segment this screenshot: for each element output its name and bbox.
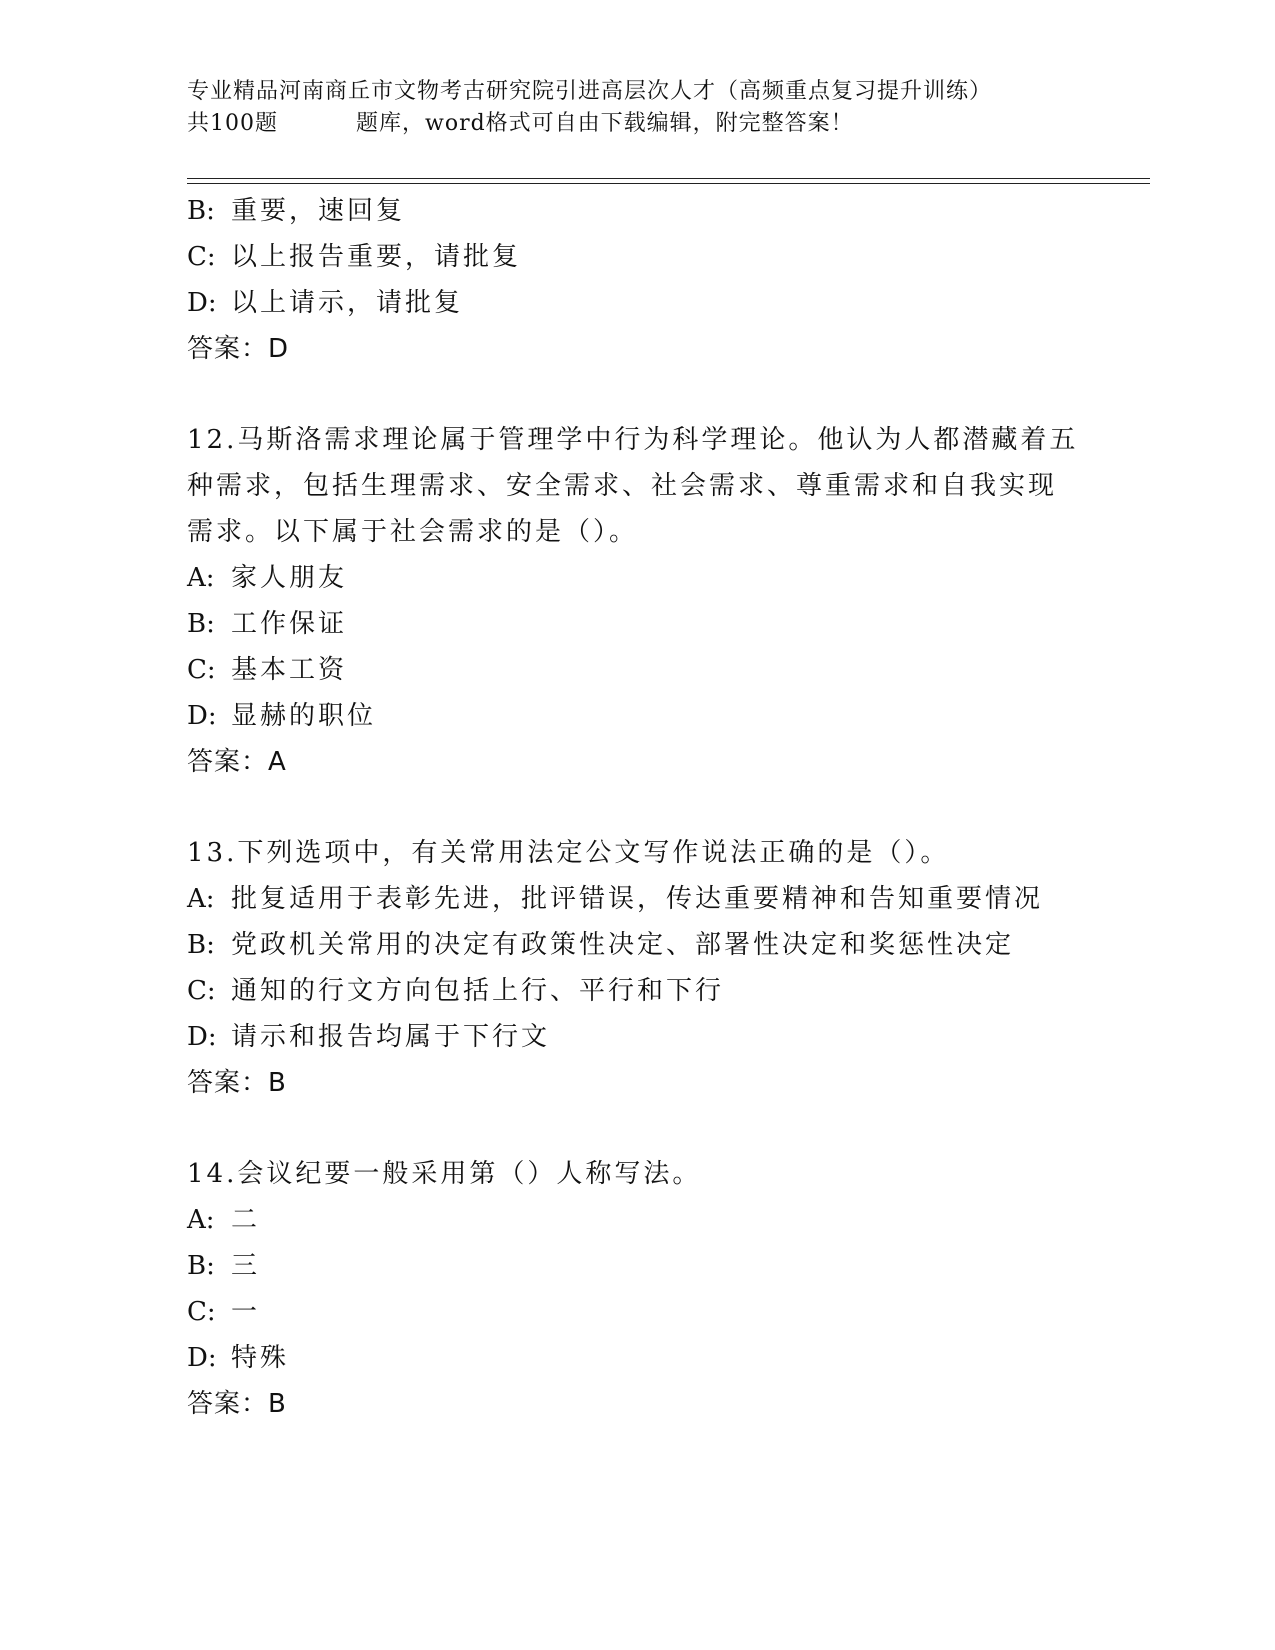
option-row <box>187 280 1147 326</box>
option-text: 通知的行文方向包括上行、平行和下行 <box>231 976 725 1006</box>
option-key: D: <box>187 288 217 318</box>
option-key: A: <box>187 884 215 914</box>
answer-line: 答案：D <box>187 334 290 364</box>
option-text: 二 <box>231 1205 261 1235</box>
option-text: 以上报告重要，请批复 <box>231 242 522 272</box>
question-text-line: 种需求，包括生理需求、安全需求、社会需求、尊重需求和自我实现 <box>187 471 1058 501</box>
option-row <box>187 693 1147 739</box>
option-key: C: <box>187 242 216 272</box>
question-12 <box>187 417 1147 785</box>
option-text: 工作保证 <box>231 609 348 639</box>
option-key: B: <box>187 930 215 960</box>
header-divider-top <box>187 178 1150 179</box>
header-title: 专业精品河南商丘市文物考古研究院引进高层次人才（高频重点复习提升训练） <box>187 79 993 104</box>
option-key: D: <box>187 1022 217 1052</box>
question-13 <box>187 830 1147 1106</box>
option-text: 请示和报告均属于下行文 <box>231 1022 551 1052</box>
option-key: A: <box>187 563 215 593</box>
option-key: B: <box>187 1251 215 1281</box>
option-key: B: <box>187 196 215 226</box>
answer-line: 答案：B <box>187 1389 287 1419</box>
option-row <box>187 1197 1147 1243</box>
option-row <box>187 1289 1147 1335</box>
page-header <box>187 76 1147 140</box>
option-key: A: <box>187 1205 215 1235</box>
option-key: B: <box>187 609 215 639</box>
question-text-line: 13.下列选项中，有关常用法定公文写作说法正确的是（）。 <box>187 838 950 868</box>
option-row <box>187 876 1147 922</box>
answer-line: 答案：A <box>187 747 287 777</box>
answer-line: 答案：B <box>187 1068 287 1098</box>
option-text: 特殊 <box>231 1343 290 1373</box>
option-key: D: <box>187 1343 217 1373</box>
question-text-line: 需求。以下属于社会需求的是（）。 <box>187 517 639 547</box>
partial-question <box>187 188 1147 372</box>
option-row <box>187 555 1147 601</box>
option-key: C: <box>187 1297 216 1327</box>
option-text: 三 <box>231 1251 261 1281</box>
header-note: 题库，word格式可自由下载编辑，附完整答案！ <box>356 111 854 136</box>
option-row <box>187 234 1147 280</box>
option-text: 家人朋友 <box>231 563 348 593</box>
option-text: 党政机关常用的决定有政策性决定、部署性决定和奖惩性决定 <box>231 930 1015 960</box>
option-row <box>187 968 1147 1014</box>
option-row <box>187 922 1147 968</box>
question-list <box>187 188 1147 1427</box>
option-row <box>187 601 1147 647</box>
option-row <box>187 188 1147 234</box>
question-14 <box>187 1151 1147 1427</box>
option-text: 显赫的职位 <box>231 701 377 731</box>
option-text: 批复适用于表彰先进，批评错误，传达重要精神和告知重要情况 <box>231 884 1044 914</box>
option-row <box>187 1014 1147 1060</box>
option-row <box>187 1243 1147 1289</box>
option-text: 基本工资 <box>231 655 348 685</box>
header-count: 共100题 <box>187 111 278 136</box>
option-key: C: <box>187 976 216 1006</box>
question-text-line: 14.会议纪要一般采用第（）人称写法。 <box>187 1159 702 1189</box>
option-row <box>187 1335 1147 1381</box>
header-subtitle <box>187 108 1147 140</box>
option-text: 一 <box>231 1297 261 1327</box>
option-key: C: <box>187 655 216 685</box>
option-text: 以上请示，请批复 <box>231 288 464 318</box>
option-text: 重要，速回复 <box>231 196 406 226</box>
question-text-line: 12.马斯洛需求理论属于管理学中行为科学理论。他认为人都潜藏着五 <box>187 425 1079 455</box>
option-row <box>187 647 1147 693</box>
header-divider-bottom <box>187 183 1150 184</box>
option-key: D: <box>187 701 217 731</box>
